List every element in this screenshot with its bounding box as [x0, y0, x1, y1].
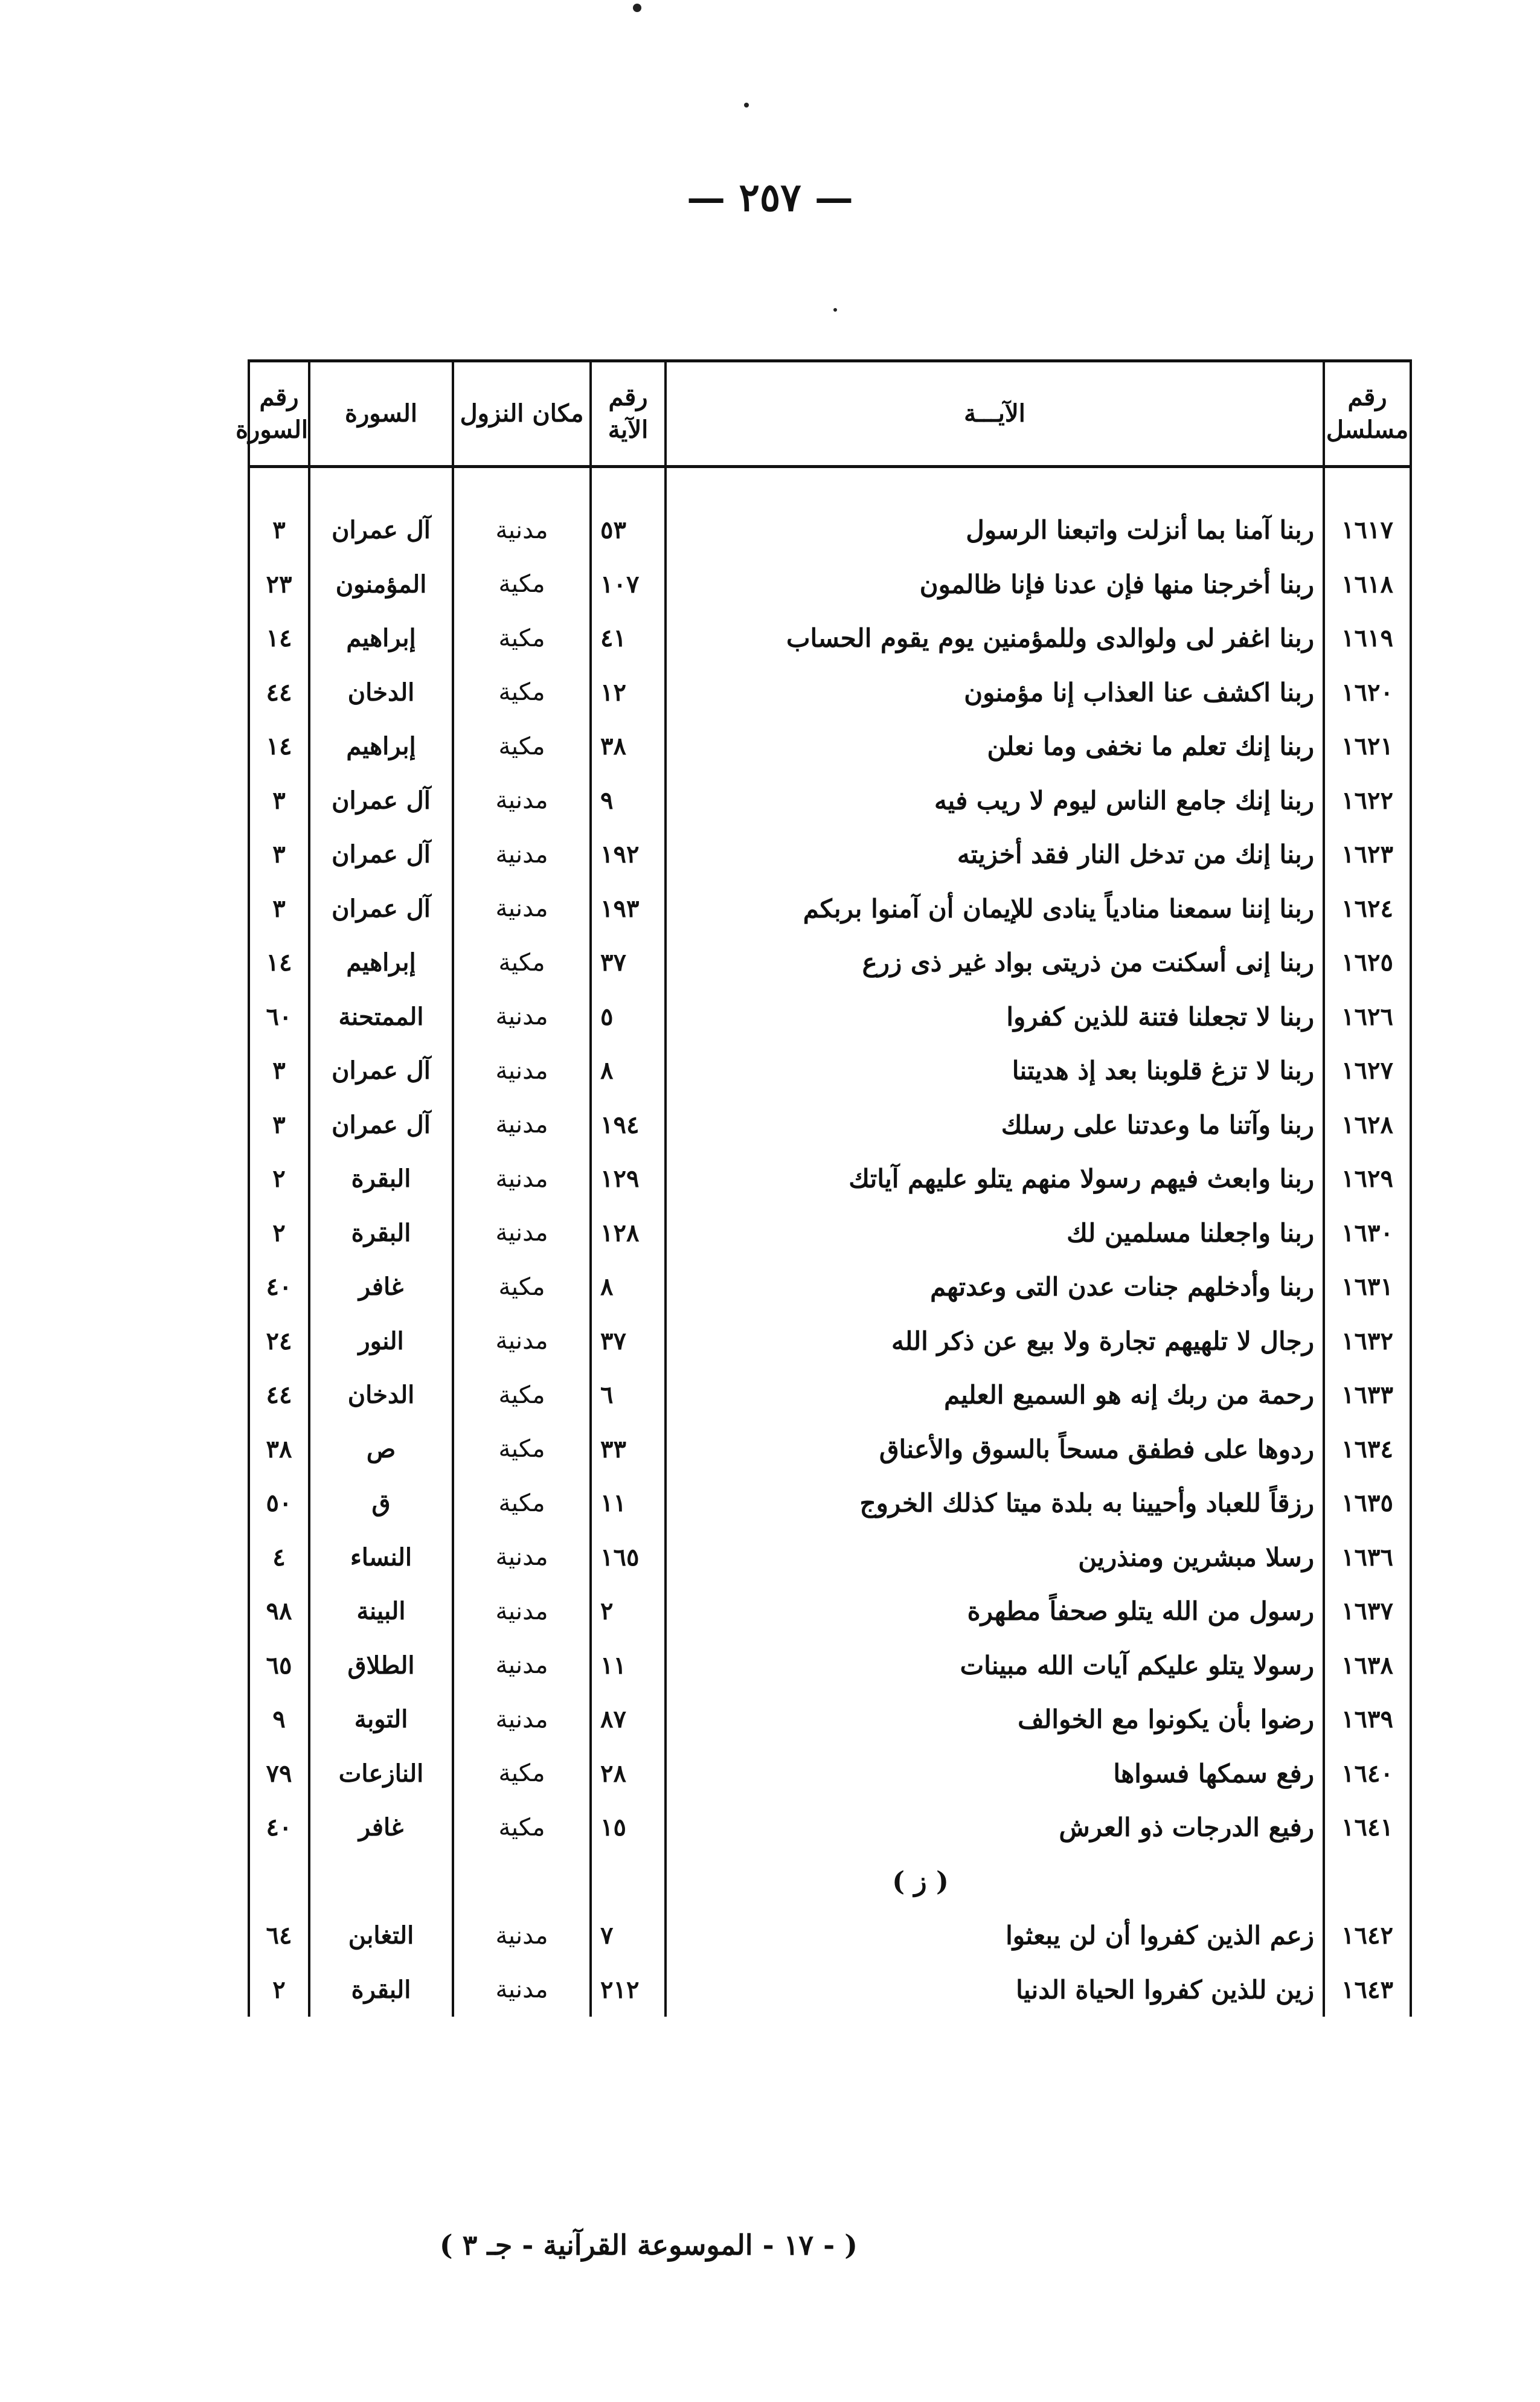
cell-ayah-number: ١٥ — [591, 1800, 666, 1855]
cell-surah: الطلاق — [309, 1639, 453, 1693]
table-row — [249, 557, 1411, 612]
cell-surah-number: ٤٠ — [249, 1260, 309, 1314]
page-footer: ( - ١٧ - الموسوعة القرآنية - جـ ٣ ) — [439, 2229, 858, 2261]
cell-verse: ربنا اغفر لى ولوالدى وللمؤمنين يوم يقوم الحساب — [666, 611, 1324, 666]
cell-ayah-number: ٦ — [591, 1368, 666, 1422]
cell-ayah-number: ٢١٢ — [591, 1963, 666, 2017]
cell-surah-number: ٢ — [249, 1963, 309, 2017]
cell-serial: ١٦٣٤ — [1324, 1422, 1411, 1477]
cell-ayah-number: ٣٧ — [591, 1314, 666, 1369]
cell-ayah-number: ٨ — [591, 1044, 666, 1098]
cell-verse: رفع سمكها فسواها — [666, 1747, 1324, 1801]
cell-serial: ١٦٣٩ — [1324, 1692, 1411, 1747]
table-row — [249, 1692, 1411, 1747]
cell-surah-number: ٢ — [249, 1206, 309, 1260]
cell-surah: آل عمران — [309, 503, 453, 557]
cell-serial: ١٦٤١ — [1324, 1800, 1411, 1855]
table-header-row — [249, 361, 1411, 467]
table-row — [249, 1476, 1411, 1530]
cell-surah: ق — [309, 1476, 453, 1530]
cell-surah: البقرة — [309, 1963, 453, 2017]
cell-revelation-place: مكية — [453, 1368, 591, 1422]
cell-surah-number: ٢ — [249, 1152, 309, 1206]
table-row — [249, 882, 1411, 936]
table-row — [249, 1747, 1411, 1801]
cell-surah-number: ٣ — [249, 503, 309, 557]
cell-ayah-number: ١٩٤ — [591, 1098, 666, 1152]
cell-surah: آل عمران — [309, 774, 453, 828]
cell-surah-number: ٣ — [249, 774, 309, 828]
cell-verse: ربنا إنى أسكنت من ذريتى بواد غير ذى زرع — [666, 936, 1324, 990]
cell-surah: النور — [309, 1314, 453, 1369]
cell-surah-number: ٢٣ — [249, 557, 309, 612]
cell-surah: آل عمران — [309, 1044, 453, 1098]
cell-surah-number: ٢٤ — [249, 1314, 309, 1369]
cell-surah: إبراهيم — [309, 936, 453, 990]
header-revelation-place: مكان النزول — [453, 361, 591, 467]
cell-surah: آل عمران — [309, 1098, 453, 1152]
cell-ayah-number: ٨ — [591, 1260, 666, 1314]
cell-revelation-place: مدنية — [453, 503, 591, 557]
cell-surah: آل عمران — [309, 882, 453, 936]
cell-verse: ربنا إنك تعلم ما نخفى وما نعلن — [666, 719, 1324, 774]
cell-serial: ١٦٢٧ — [1324, 1044, 1411, 1098]
cell-verse: رزقاً للعباد وأحيينا به بلدة ميتا كذلك الخروج — [666, 1476, 1324, 1530]
cell-ayah-number: ٢ — [591, 1584, 666, 1639]
cell-revelation-place: مكية — [453, 1260, 591, 1314]
cell-surah-number: ٥٠ — [249, 1476, 309, 1530]
table-row — [249, 611, 1411, 666]
cell-revelation-place: مكية — [453, 611, 591, 666]
cell-surah: غافر — [309, 1260, 453, 1314]
cell-surah-number: ٣ — [249, 1098, 309, 1152]
header-ayah-number: رقم الآية — [591, 361, 666, 467]
table-row — [249, 1422, 1411, 1477]
cell-verse: رسول من الله يتلو صحفاً مطهرة — [666, 1584, 1324, 1639]
cell-verse: ربنا إننا سمعنا منادياً ينادى للإيمان أن آمنوا بربكم — [666, 882, 1324, 936]
cell-ayah-number: ١٢ — [591, 666, 666, 720]
cell-surah: الدخان — [309, 666, 453, 720]
cell-surah: البينة — [309, 1584, 453, 1639]
cell-surah-number: ٤٤ — [249, 1368, 309, 1422]
cell-verse: رحمة من ربك إنه هو السميع العليم — [666, 1368, 1324, 1422]
cell-surah: النساء — [309, 1530, 453, 1585]
header-surah-number: رقم السورة — [249, 361, 309, 467]
table-row — [249, 1098, 1411, 1152]
scan-speck — [633, 4, 641, 12]
cell-verse: رفيع الدرجات ذو العرش — [666, 1800, 1324, 1855]
cell-ayah-number: ٨٧ — [591, 1692, 666, 1747]
cell-serial: ١٦٢٨ — [1324, 1098, 1411, 1152]
cell-surah-number: ١٤ — [249, 611, 309, 666]
cell-serial: ١٦١٨ — [1324, 557, 1411, 612]
cell-surah: التغابن — [309, 1909, 453, 1963]
cell-surah: إبراهيم — [309, 719, 453, 774]
cell-surah: غافر — [309, 1800, 453, 1855]
cell-surah-number: ٩٨ — [249, 1584, 309, 1639]
cell-serial: ١٦٣٦ — [1324, 1530, 1411, 1585]
cell-surah-number: ٤٤ — [249, 666, 309, 720]
cell-surah: البقرة — [309, 1206, 453, 1260]
cell-serial: ١٦٣٠ — [1324, 1206, 1411, 1260]
cell-revelation-place: مدنية — [453, 990, 591, 1044]
cell-serial: ١٦٢٠ — [1324, 666, 1411, 720]
cell-surah-number: ٦٥ — [249, 1639, 309, 1693]
cell-serial: ١٦٢٤ — [1324, 882, 1411, 936]
cell-ayah-number: ١٢٩ — [591, 1152, 666, 1206]
table-row — [249, 1206, 1411, 1260]
cell-serial: ١٦٢٢ — [1324, 774, 1411, 828]
cell-revelation-place: مدنية — [453, 1639, 591, 1693]
page-number: — ٢٥٧ — — [687, 175, 853, 220]
cell-serial: ١٦٣٣ — [1324, 1368, 1411, 1422]
cell-verse: ربنا آمنا بما أنزلت واتبعنا الرسول — [666, 503, 1324, 557]
cell-revelation-place: مدنية — [453, 827, 591, 882]
cell-surah-number: ٦٠ — [249, 990, 309, 1044]
cell-revelation-place: مدنية — [453, 1044, 591, 1098]
cell-revelation-place: مدنية — [453, 1584, 591, 1639]
cell-ayah-number: ١٠٧ — [591, 557, 666, 612]
cell-revelation-place: مدنية — [453, 1314, 591, 1369]
cell-surah-number: ٣ — [249, 827, 309, 882]
cell-surah: المؤمنون — [309, 557, 453, 612]
cell-revelation-place: مدنية — [453, 1692, 591, 1747]
cell-verse: ربنا وأدخلهم جنات عدن التى وعدتهم — [666, 1260, 1324, 1314]
cell-verse: ربنا واجعلنا مسلمين لك — [666, 1206, 1324, 1260]
cell-serial: ١٦٤٠ — [1324, 1747, 1411, 1801]
cell-revelation-place: مدنية — [453, 882, 591, 936]
cell-serial: ١٦٢٩ — [1324, 1152, 1411, 1206]
cell-revelation-place: مدنية — [453, 1963, 591, 2017]
cell-serial: ١٦٣٨ — [1324, 1639, 1411, 1693]
table-row — [249, 503, 1411, 557]
cell-revelation-place: مدنية — [453, 1098, 591, 1152]
table-row — [249, 719, 1411, 774]
cell-surah: آل عمران — [309, 827, 453, 882]
cell-surah-number: ٤٠ — [249, 1800, 309, 1855]
cell-surah: البقرة — [309, 1152, 453, 1206]
cell-verse: زعم الذين كفروا أن لن يبعثوا — [666, 1909, 1324, 1963]
cell-revelation-place: مكية — [453, 1800, 591, 1855]
cell-surah-number: ١٤ — [249, 719, 309, 774]
section-letter: ( ز ) — [892, 1866, 949, 1897]
cell-surah-number: ٤ — [249, 1530, 309, 1585]
cell-verse: ربنا اكشف عنا العذاب إنا مؤمنون — [666, 666, 1324, 720]
cell-serial: ١٦٢٥ — [1324, 936, 1411, 990]
cell-serial: ١٦٣٧ — [1324, 1584, 1411, 1639]
header-surah: السورة — [309, 361, 453, 467]
cell-ayah-number: ١٢٨ — [591, 1206, 666, 1260]
cell-serial: ١٦٤٣ — [1324, 1963, 1411, 2017]
table-row — [249, 936, 1411, 990]
cell-ayah-number: ١١ — [591, 1639, 666, 1693]
cell-verse: ردوها على فطفق مسحاً بالسوق والأعناق — [666, 1422, 1324, 1477]
cell-ayah-number: ١٩٢ — [591, 827, 666, 882]
cell-surah-number: ٧٩ — [249, 1747, 309, 1801]
cell-serial: ١٦١٩ — [1324, 611, 1411, 666]
cell-verse: ربنا لا تزغ قلوبنا بعد إذ هديتنا — [666, 1044, 1324, 1098]
table-row — [249, 1639, 1411, 1693]
table-row — [249, 1260, 1411, 1314]
cell-verse: ربنا وابعث فيهم رسولا منهم يتلو عليهم آياتك — [666, 1152, 1324, 1206]
scan-speck — [833, 308, 837, 312]
table-row — [249, 990, 1411, 1044]
table-row — [249, 1368, 1411, 1422]
cell-verse: رسلا مبشرين ومنذرين — [666, 1530, 1324, 1585]
spacer-row — [249, 467, 1411, 504]
cell-serial: ١٦٢٣ — [1324, 827, 1411, 882]
cell-revelation-place: مكية — [453, 936, 591, 990]
cell-ayah-number: ٥٣ — [591, 503, 666, 557]
verse-index-table — [236, 359, 1412, 2017]
table-row — [249, 1044, 1411, 1098]
cell-revelation-place: مكية — [453, 557, 591, 612]
table-row — [249, 1530, 1411, 1585]
cell-revelation-place: مكية — [453, 719, 591, 774]
cell-verse: ربنا أخرجنا منها فإن عدنا فإنا ظالمون — [666, 557, 1324, 612]
header-verse: الآيـــة — [666, 361, 1324, 467]
cell-serial: ١٦٢١ — [1324, 719, 1411, 774]
cell-surah: التوبة — [309, 1692, 453, 1747]
cell-verse: ربنا لا تجعلنا فتنة للذين كفروا — [666, 990, 1324, 1044]
table-row — [249, 774, 1411, 828]
cell-surah-number: ٣٨ — [249, 1422, 309, 1477]
cell-revelation-place: مدنية — [453, 1909, 591, 1963]
cell-revelation-place: مدنية — [453, 1206, 591, 1260]
cell-ayah-number: ٣٣ — [591, 1422, 666, 1477]
cell-ayah-number: ٣٨ — [591, 719, 666, 774]
cell-ayah-number: ١٩٣ — [591, 882, 666, 936]
cell-ayah-number: ٧ — [591, 1909, 666, 1963]
cell-surah-number: ١٤ — [249, 936, 309, 990]
cell-surah: النازعات — [309, 1747, 453, 1801]
cell-verse: ربنا وآتنا ما وعدتنا على رسلك — [666, 1098, 1324, 1152]
cell-ayah-number: ١١ — [591, 1476, 666, 1530]
table-row — [249, 1800, 1411, 1855]
cell-revelation-place: مكية — [453, 1422, 591, 1477]
cell-verse: ربنا إنك من تدخل النار فقد أخزيته — [666, 827, 1324, 882]
table-row — [249, 1963, 1411, 2017]
cell-surah-number: ٣ — [249, 1044, 309, 1098]
cell-surah-number: ٩ — [249, 1692, 309, 1747]
cell-surah: الدخان — [309, 1368, 453, 1422]
cell-surah: إبراهيم — [309, 611, 453, 666]
cell-verse: رسولا يتلو عليكم آيات الله مبينات — [666, 1639, 1324, 1693]
cell-ayah-number: ٩ — [591, 774, 666, 828]
table-row — [249, 827, 1411, 882]
cell-revelation-place: مكية — [453, 1747, 591, 1801]
cell-surah: ص — [309, 1422, 453, 1477]
cell-serial: ١٦٤٢ — [1324, 1909, 1411, 1963]
cell-revelation-place: مدنية — [453, 1152, 591, 1206]
cell-serial: ١٦١٧ — [1324, 503, 1411, 557]
section-letter-row — [249, 1855, 1411, 1909]
cell-surah: الممتحنة — [309, 990, 453, 1044]
cell-revelation-place: مدنية — [453, 774, 591, 828]
cell-revelation-place: مكية — [453, 666, 591, 720]
table-row — [249, 1314, 1411, 1369]
cell-surah-number: ٣ — [249, 882, 309, 936]
scan-speck — [744, 103, 749, 108]
header-serial: رقم مسلسل — [1324, 361, 1411, 467]
cell-verse: ربنا إنك جامع الناس ليوم لا ريب فيه — [666, 774, 1324, 828]
cell-serial: ١٦٣٥ — [1324, 1476, 1411, 1530]
cell-verse: رجال لا تلهيهم تجارة ولا بيع عن ذكر الله — [666, 1314, 1324, 1369]
cell-verse: رضوا بأن يكونوا مع الخوالف — [666, 1692, 1324, 1747]
table-row — [249, 1152, 1411, 1206]
cell-surah-number: ٦٤ — [249, 1909, 309, 1963]
cell-ayah-number: ٢٨ — [591, 1747, 666, 1801]
cell-verse: زين للذين كفروا الحياة الدنيا — [666, 1963, 1324, 2017]
cell-serial: ١٦٢٦ — [1324, 990, 1411, 1044]
cell-revelation-place: مكية — [453, 1476, 591, 1530]
cell-ayah-number: ١٦٥ — [591, 1530, 666, 1585]
table-row — [249, 666, 1411, 720]
cell-ayah-number: ٥ — [591, 990, 666, 1044]
cell-revelation-place: مدنية — [453, 1530, 591, 1585]
cell-serial: ١٦٣١ — [1324, 1260, 1411, 1314]
table-row — [249, 1584, 1411, 1639]
cell-ayah-number: ٤١ — [591, 611, 666, 666]
table-row — [249, 1909, 1411, 1963]
cell-serial: ١٦٣٢ — [1324, 1314, 1411, 1369]
cell-ayah-number: ٣٧ — [591, 936, 666, 990]
